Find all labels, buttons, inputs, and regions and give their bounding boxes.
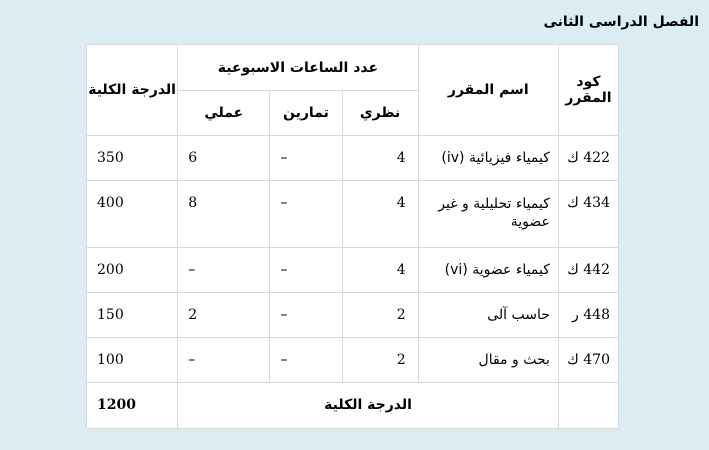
courses-table	[86, 44, 619, 429]
course-name: كيمياء تحليلية و غير عضوية	[418, 181, 558, 248]
theory-hours: 4	[342, 181, 418, 248]
table-row	[87, 136, 619, 181]
page-heading: الفصل الدراسى الثانى	[543, 14, 699, 30]
course-name: حاسب آلى	[418, 293, 558, 338]
course-code: 448 ر	[558, 293, 618, 338]
exercise-hours: –	[270, 293, 342, 338]
col-header-practical: عملي	[178, 91, 270, 136]
course-code: 442 ك	[558, 248, 618, 293]
footer-total-value: 1200	[87, 383, 178, 429]
table-row	[87, 293, 619, 338]
practical-hours: 2	[178, 293, 270, 338]
table-row	[87, 181, 619, 248]
practical-hours: 6	[178, 136, 270, 181]
exercise-hours: –	[270, 181, 342, 248]
total-grade: 100	[87, 338, 178, 383]
practical-hours: –	[178, 338, 270, 383]
course-name: كيمياء عضوية (vi)	[418, 248, 558, 293]
total-grade: 150	[87, 293, 178, 338]
course-code: 434 ك	[558, 181, 618, 248]
course-code: 422 ك	[558, 136, 618, 181]
course-code: 470 ك	[558, 338, 618, 383]
col-header-total: الدرجة الكلية	[87, 45, 178, 136]
theory-hours: 4	[342, 136, 418, 181]
col-header-theory: نظري	[342, 91, 418, 136]
exercise-hours: –	[270, 338, 342, 383]
footer-empty-cell	[558, 383, 618, 429]
col-header-exercises: تمارين	[270, 91, 342, 136]
theory-hours: 4	[342, 248, 418, 293]
table-row	[87, 248, 619, 293]
practical-hours: –	[178, 248, 270, 293]
col-header-code: كود المقرر	[558, 45, 618, 136]
table-row	[87, 338, 619, 383]
exercise-hours: –	[270, 248, 342, 293]
theory-hours: 2	[342, 293, 418, 338]
total-grade: 400	[87, 181, 178, 248]
col-header-name: اسم المقرر	[418, 45, 558, 136]
exercise-hours: –	[270, 136, 342, 181]
course-name: كيمياء فيزيائية (iv)	[418, 136, 558, 181]
total-grade: 200	[87, 248, 178, 293]
total-grade: 350	[87, 136, 178, 181]
footer-row	[87, 383, 619, 429]
course-name: بحث و مقال	[418, 338, 558, 383]
footer-total-label: الدرجة الكلية	[178, 383, 559, 429]
header-row-1	[87, 45, 619, 91]
practical-hours: 8	[178, 181, 270, 248]
theory-hours: 2	[342, 338, 418, 383]
col-header-weekly-hours: عدد الساعات الاسبوعية	[178, 45, 418, 91]
